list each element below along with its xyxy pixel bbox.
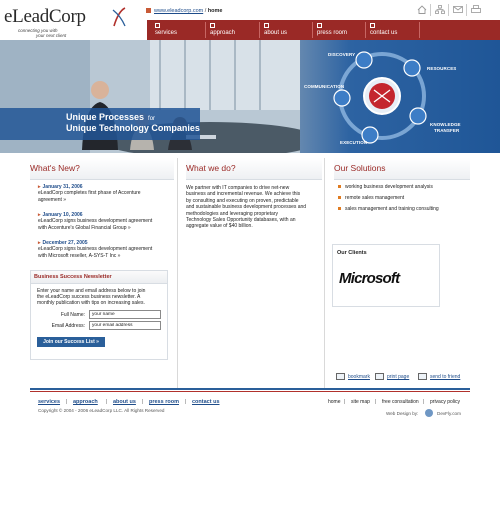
breadcrumb-current: home — [207, 8, 223, 14]
logo-tagline-1: connecting you with — [18, 28, 58, 33]
diagram-label-discovery: DISCOVERY — [328, 52, 356, 57]
nav-approach[interactable]: approach — [210, 20, 260, 40]
hero-headline-1: Unique Processes for — [66, 112, 156, 122]
bookmark-icon[interactable] — [336, 373, 345, 380]
home-icon[interactable] — [417, 5, 427, 14]
print-page-link[interactable]: print page — [387, 374, 410, 380]
news-item[interactable]: ▸ January 10, 2006 eLeadCorp signs business development agreement with Accenture's Global Financial Group » — [38, 212, 178, 231]
nav-press-room[interactable]: press room — [317, 20, 367, 40]
devfly-link[interactable]: DevFly.com — [437, 411, 461, 416]
send-to-friend-icon[interactable] — [418, 373, 427, 380]
footer-link-about-us[interactable]: about us — [113, 399, 136, 405]
microsoft-logo: Microsoft — [339, 270, 400, 287]
hero-headline-2: Unique Technology Companies — [66, 123, 200, 133]
devfly-logo-icon[interactable] — [425, 409, 433, 417]
email-label: Email Address: — [51, 323, 85, 329]
footer-sitemap-link[interactable]: site map — [351, 399, 370, 405]
about-us-icon — [264, 23, 269, 28]
what-we-do-text: We partner with IT companies to drive net-new business and incremental revenue. We achieve this by consulting and executing on proven, predictable and sustainable business development processes and methodologies and leveraging proprietary Technology Sales Opportunity databases, with an aggregate value of $40 billion. — [186, 185, 307, 230]
news-item[interactable]: ▸ January 31, 2006 eLeadCorp completes first phase of Accenture agreement » — [38, 184, 178, 203]
full-name-input[interactable] — [89, 310, 161, 319]
logo-text: eLeadCorp — [4, 6, 86, 27]
footer-link-services[interactable]: services — [38, 399, 61, 405]
diagram-label-knowledge: KNOWLEDGE — [430, 122, 461, 127]
footer-privacy-policy-link[interactable]: privacy policy — [430, 399, 461, 405]
solution-item[interactable]: working business development analysis — [338, 184, 433, 190]
what-we-do-heading: What we do? — [186, 158, 322, 180]
print-page-icon[interactable] — [375, 373, 384, 380]
news-date: ▸ December 27, 2005 — [38, 240, 178, 246]
services-icon — [155, 23, 160, 28]
footer-link-approach[interactable]: approach — [73, 399, 98, 405]
copyright-text: Copyright © 2004 - 2006 eLeadCorp LLC. All Rights Reserved — [38, 408, 165, 413]
envelope-icon[interactable] — [453, 5, 463, 14]
footer-free-consultation-link[interactable]: free consultation — [382, 399, 419, 405]
logo[interactable] — [4, 6, 144, 38]
solution-item[interactable]: sales management and training consulting — [338, 206, 439, 212]
footer-link-contact-us[interactable]: contact us — [192, 399, 220, 405]
newsletter-box — [30, 270, 168, 360]
diagram-label-transfer: TRANSFER — [434, 128, 460, 133]
news-date: ▸ January 10, 2006 — [38, 212, 178, 218]
approach-icon — [210, 23, 215, 28]
contact-us-icon — [370, 23, 375, 28]
diagram-label-resources: RESOURCES — [427, 66, 457, 71]
breadcrumb: www.eleadcorp.com / home — [146, 8, 222, 14]
clients-box — [332, 244, 440, 307]
nav-services[interactable]: services — [155, 20, 203, 40]
bookmark-link[interactable]: bookmark — [348, 374, 370, 380]
nav-contact-us[interactable]: contact us — [370, 20, 420, 40]
clients-title: Our Clients — [337, 250, 367, 256]
press-room-icon — [317, 23, 322, 28]
whats-new-heading: What's New? — [30, 158, 174, 180]
sitemap-icon[interactable] — [435, 5, 445, 14]
full-name-label: Full Name: — [60, 312, 85, 318]
diagram-label-communication: COMMUNICATION — [304, 84, 345, 89]
news-item[interactable]: ▸ December 27, 2005 eLeadCorp signs business development agreement with Microsoft reseller, A-SYS-T Inc » — [38, 240, 178, 259]
send-to-friend-link[interactable]: send to friend — [430, 374, 461, 380]
print-icon[interactable] — [471, 5, 481, 14]
newsletter-title: Business Success Newsletter — [31, 271, 167, 284]
diagram-label-execution: EXECUTION — [340, 140, 368, 145]
news-date: ▸ January 31, 2006 — [38, 184, 178, 190]
solution-item[interactable]: remote sales management — [338, 195, 404, 201]
breadcrumb-link[interactable]: www.eleadcorp.com — [154, 8, 204, 14]
footer-link-press-room[interactable]: press room — [149, 399, 179, 405]
logo-tagline-2: your next client — [36, 33, 67, 38]
main-nav — [147, 20, 500, 40]
breadcrumb-home-icon — [146, 8, 151, 13]
our-solutions-heading: Our Solutions — [334, 158, 470, 180]
hero-banner — [0, 40, 500, 153]
newsletter-description: Enter your name and email address below to join the eLeadCorp success business newsletter. A monthly publication with tips on increasing sales. — [37, 288, 146, 307]
join-success-list-button[interactable]: Join our Success List » — [37, 337, 105, 347]
logo-swoosh-icon — [111, 6, 127, 28]
nav-about-us[interactable]: about us — [264, 20, 314, 40]
web-design-label: Web Design by: — [386, 411, 419, 416]
footer-home-link[interactable]: home — [328, 399, 341, 405]
email-input[interactable] — [89, 321, 161, 330]
